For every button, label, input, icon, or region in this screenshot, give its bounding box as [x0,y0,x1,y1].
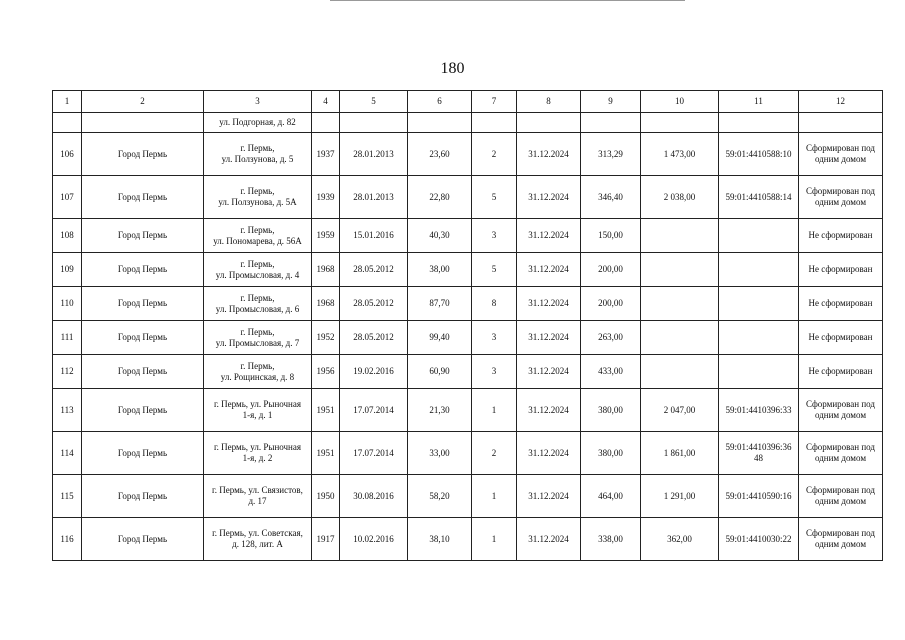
n-cell: 109 [53,253,82,287]
date-cell: 28.01.2013 [340,176,408,219]
address-cell [204,133,312,176]
status-cell: Сформирован под одним домом [799,176,883,219]
cost-cell: 150,00 [581,219,641,253]
cost-cell: 464,00 [581,475,641,518]
column-header: 4 [312,91,340,113]
date-cell: 10.02.2016 [340,518,408,561]
land-cell: 2 038,00 [641,176,719,219]
status-cell: Не сформирован [799,219,883,253]
address-cell [204,389,312,432]
status-cell: Сформирован под одним домом [799,475,883,518]
column-header: 2 [82,91,204,113]
city-cell: Город Пермь [82,389,204,432]
area-cell: 38,10 [408,518,472,561]
status-cell: Не сформирован [799,321,883,355]
area-cell: 21,30 [408,389,472,432]
table-row [53,321,883,355]
housing-table [52,90,883,561]
date-cell: 17.07.2014 [340,432,408,475]
date-cell: 15.01.2016 [340,219,408,253]
city-cell: Город Пермь [82,133,204,176]
cadastre-cell: 59:01:4410588:14 [719,176,799,219]
cost-cell: 346,40 [581,176,641,219]
land-cell: 1 861,00 [641,432,719,475]
cost-cell: 200,00 [581,253,641,287]
year-cell: 1939 [312,176,340,219]
table-row [53,518,883,561]
year-cell: 1917 [312,518,340,561]
people-cell: 3 [472,321,517,355]
continuation-address: ул. Подгорная, д. 82 [204,113,312,133]
deadline-cell: 31.12.2024 [517,355,581,389]
column-header: 12 [799,91,883,113]
deadline-cell: 31.12.2024 [517,287,581,321]
area-cell: 22,80 [408,176,472,219]
column-header: 8 [517,91,581,113]
people-cell: 3 [472,355,517,389]
people-cell: 1 [472,518,517,561]
table-row [53,475,883,518]
year-cell: 1951 [312,389,340,432]
people-cell: 1 [472,475,517,518]
city-cell: Город Пермь [82,518,204,561]
deadline-cell: 31.12.2024 [517,176,581,219]
address-cell [204,432,312,475]
area-cell: 99,40 [408,321,472,355]
address-line: ул. Пономарева, д. 56А [213,235,302,246]
address-cell [204,176,312,219]
cadastre-cell: 59:01:4410396:33 [719,389,799,432]
address-line: г. Пермь, ул. Связистов, [212,485,303,495]
table-row [53,253,883,287]
city-cell: Город Пермь [82,321,204,355]
n-cell: 107 [53,176,82,219]
column-header: 6 [408,91,472,113]
city-cell: Город Пермь [82,287,204,321]
year-cell: 1968 [312,253,340,287]
people-cell: 2 [472,432,517,475]
cadastre-cell [719,219,799,253]
status-cell: Не сформирован [799,253,883,287]
address-cell [204,475,312,518]
column-header: 10 [641,91,719,113]
cost-cell: 433,00 [581,355,641,389]
status-cell: Не сформирован [799,355,883,389]
address-cell [204,219,312,253]
n-cell: 110 [53,287,82,321]
deadline-cell: 31.12.2024 [517,133,581,176]
people-cell: 1 [472,389,517,432]
address-line: г. Пермь, ул. Рыночная [213,442,302,452]
city-cell: Город Пермь [82,219,204,253]
date-cell: 19.02.2016 [340,355,408,389]
cadastre-cell: 59:01:4410396:36 48 [719,432,799,475]
n-cell: 116 [53,518,82,561]
date-cell: 28.05.2012 [340,287,408,321]
year-cell: 1959 [312,219,340,253]
area-cell: 87,70 [408,287,472,321]
land-cell [641,253,719,287]
column-header: 11 [719,91,799,113]
address-cell [204,321,312,355]
land-cell [641,219,719,253]
n-cell: 113 [53,389,82,432]
city-cell: Город Пермь [82,432,204,475]
date-cell: 28.01.2013 [340,133,408,176]
city-cell: Город Пермь [82,176,204,219]
status-cell: Сформирован под одним домом [799,389,883,432]
column-header: 3 [204,91,312,113]
n-cell: 111 [53,321,82,355]
land-cell [641,287,719,321]
column-header: 5 [340,91,408,113]
people-cell: 8 [472,287,517,321]
column-header: 7 [472,91,517,113]
table-row [53,219,883,253]
city-cell: Город Пермь [82,355,204,389]
address-line: г. Пермь, [240,143,275,153]
address-cell [204,287,312,321]
n-cell: 106 [53,133,82,176]
address-cell [204,253,312,287]
cadastre-cell [719,355,799,389]
land-cell: 362,00 [641,518,719,561]
date-cell: 17.07.2014 [340,389,408,432]
people-cell: 5 [472,176,517,219]
address-line: г. Пермь, ул. Советская, [212,528,303,538]
status-cell: Сформирован под одним домом [799,432,883,475]
address-line: ул. Рощинская, д. 8 [220,371,295,382]
cadastre-cell: 59:01:4410590:16 [719,475,799,518]
cadastre-cell [719,321,799,355]
continuation-row [53,113,883,133]
cost-cell: 380,00 [581,389,641,432]
cadastre-cell: 59:01:4410030:22 [719,518,799,561]
year-cell: 1937 [312,133,340,176]
address-cell [204,518,312,561]
cadastre-cell [719,253,799,287]
column-header: 9 [581,91,641,113]
address-line: д. 128, лит. А [232,539,283,549]
date-cell: 30.08.2016 [340,475,408,518]
deadline-cell: 31.12.2024 [517,253,581,287]
cost-cell: 263,00 [581,321,641,355]
cost-cell: 200,00 [581,287,641,321]
address-line: г. Пермь, [240,258,275,269]
address-line: ул. Ползунова, д. 5А [218,197,297,207]
table-row [53,355,883,389]
table-row [53,432,883,475]
area-cell: 38,00 [408,253,472,287]
deadline-cell: 31.12.2024 [517,518,581,561]
address-line: д. 17 [248,496,267,506]
city-cell: Город Пермь [82,475,204,518]
land-cell: 1 473,00 [641,133,719,176]
address-line: ул. Ползунова, д. 5 [221,154,294,164]
column-header: 1 [53,91,82,113]
table-row [53,389,883,432]
page-number: 180 [440,60,465,77]
status-cell: Сформирован под одним домом [799,133,883,176]
cadastre-cell: 59:01:4410588:10 [719,133,799,176]
land-cell [641,355,719,389]
land-cell: 1 291,00 [641,475,719,518]
year-cell: 1951 [312,432,340,475]
area-cell: 33,00 [408,432,472,475]
date-cell: 28.05.2012 [340,321,408,355]
header-row [53,91,883,113]
deadline-cell: 31.12.2024 [517,432,581,475]
address-line: 1-я, д. 1 [242,410,273,420]
year-cell: 1952 [312,321,340,355]
deadline-cell: 31.12.2024 [517,475,581,518]
people-cell: 2 [472,133,517,176]
address-line: г. Пермь, ул. Рыночная [213,399,302,409]
status-cell: Сформирован под одним домом [799,518,883,561]
land-cell: 2 047,00 [641,389,719,432]
address-line: г. Пермь, [240,292,275,303]
address-line: г. Пермь, [240,186,275,196]
cost-cell: 338,00 [581,518,641,561]
address-line: г. Пермь, [240,326,275,337]
address-line: 1-я, д. 2 [242,453,273,463]
city-cell: Город Пермь [82,253,204,287]
land-cell [641,321,719,355]
cost-cell: 313,29 [581,133,641,176]
top-edge-line [330,0,685,1]
n-cell: 108 [53,219,82,253]
address-line: ул. Промысловая, д. 6 [215,303,300,314]
people-cell: 3 [472,219,517,253]
area-cell: 23,60 [408,133,472,176]
cost-cell: 380,00 [581,432,641,475]
people-cell: 5 [472,253,517,287]
status-cell: Не сформирован [799,287,883,321]
area-cell: 58,20 [408,475,472,518]
date-cell: 28.05.2012 [340,253,408,287]
deadline-cell: 31.12.2024 [517,321,581,355]
deadline-cell: 31.12.2024 [517,389,581,432]
table-row [53,176,883,219]
cadastre-cell [719,287,799,321]
address-line: ул. Промысловая, д. 7 [215,337,300,348]
year-cell: 1950 [312,475,340,518]
area-cell: 60,90 [408,355,472,389]
table-row [53,133,883,176]
address-line: г. Пермь, [240,360,275,371]
year-cell: 1956 [312,355,340,389]
address-line: г. Пермь, [240,224,275,235]
n-cell: 112 [53,355,82,389]
n-cell: 114 [53,432,82,475]
table-row [53,287,883,321]
year-cell: 1968 [312,287,340,321]
area-cell: 40,30 [408,219,472,253]
n-cell: 115 [53,475,82,518]
address-cell [204,355,312,389]
address-line: ул. Промысловая, д. 4 [215,269,300,280]
deadline-cell: 31.12.2024 [517,219,581,253]
